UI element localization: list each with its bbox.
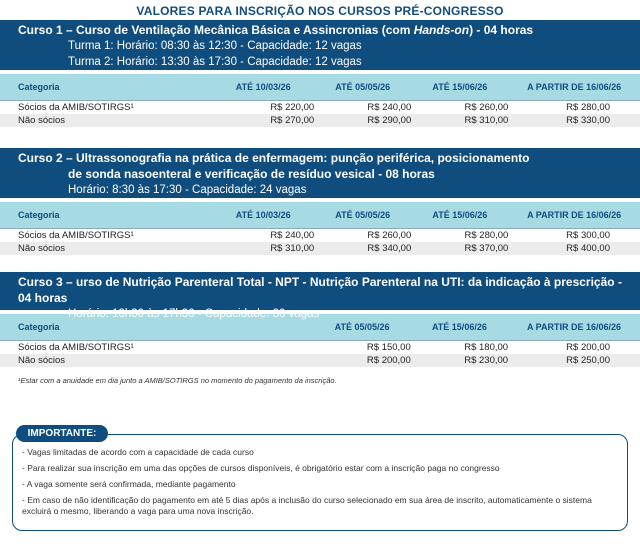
column-header: Categoria bbox=[0, 314, 213, 341]
category-cell: Não sócios bbox=[0, 242, 212, 255]
column-header: ATÉ 10/03/26 bbox=[212, 202, 314, 229]
price-cell: R$ 220,00 bbox=[212, 101, 314, 115]
course-1-class-1: Turma 1: Horário: 08:30 às 12:30 - Capacidade: 12 vagas bbox=[68, 40, 362, 52]
table-row bbox=[0, 229, 640, 243]
column-header: Categoria bbox=[0, 202, 212, 229]
column-header: ATÉ 05/05/26 bbox=[313, 314, 410, 341]
column-header: A PARTIR DE 16/06/26 bbox=[508, 202, 640, 229]
column-header: ATÉ 05/05/26 bbox=[314, 202, 411, 229]
price-cell: R$ 180,00 bbox=[411, 341, 508, 355]
page-title: VALORES PARA INSCRIÇÃO NOS CURSOS PRÉ-CONGRESSO bbox=[136, 4, 504, 18]
price-cell: R$ 230,00 bbox=[411, 354, 508, 367]
price-cell: R$ 280,00 bbox=[508, 101, 640, 115]
course-1-section bbox=[0, 20, 640, 127]
important-label: IMPORTANTE: bbox=[16, 425, 108, 442]
course-1-class-2: Turma 2: Horário: 13:30 às 17:30 - Capacidade: 12 vagas bbox=[68, 56, 362, 68]
price-cell: R$ 150,00 bbox=[313, 341, 410, 355]
price-cell: R$ 290,00 bbox=[314, 114, 411, 127]
price-cell: R$ 310,00 bbox=[411, 114, 508, 127]
table-row bbox=[0, 354, 640, 367]
table-row bbox=[0, 242, 640, 255]
price-cell: R$ 240,00 bbox=[212, 229, 314, 243]
price-cell: R$ 240,00 bbox=[314, 101, 411, 115]
list-item: - A vaga somente será confirmada, mediante pagamento bbox=[22, 479, 236, 489]
column-header: A PARTIR DE 16/06/26 bbox=[508, 74, 640, 101]
category-cell: Sócios da AMIB/SOTIRGS¹ bbox=[0, 229, 212, 243]
column-header: ATÉ 05/05/26 bbox=[314, 74, 411, 101]
footnote: ¹Estar com a anuidade em dia junto a AMIB/SOTIRGS no momento do pagamento da inscrição. bbox=[18, 376, 337, 385]
course-3-title: Curso 3 – urso de Nutrição Parenteral Total - NPT - Nutrição Parenteral na UTI: da indicação à prescrição - 04 horas bbox=[18, 275, 622, 305]
price-cell: R$ 400,00 bbox=[508, 242, 640, 255]
course-3-section bbox=[0, 272, 640, 367]
table-header-row bbox=[0, 202, 640, 229]
price-cell: R$ 370,00 bbox=[411, 242, 508, 255]
course-3-schedule: Horário: 13h30 às 17h30 - Capacidade: 30 vagas bbox=[68, 308, 320, 320]
price-cell: R$ 280,00 bbox=[411, 229, 508, 243]
category-cell: Não sócios bbox=[0, 114, 212, 127]
course-2-title-line-2: de sonda nasoenteral e verificação de resíduo vesical - 08 horas bbox=[68, 167, 435, 181]
important-list bbox=[22, 447, 620, 522]
course-1-title: Curso 1 – Curso de Ventilação Mecânica Básica e Assincronias (com Hands-on) - 04 horas bbox=[18, 23, 534, 37]
category-cell: Sócios da AMIB/SOTIRGS¹ bbox=[0, 101, 212, 115]
column-header: ATÉ 15/06/26 bbox=[411, 202, 508, 229]
price-cell: R$ 340,00 bbox=[314, 242, 411, 255]
price-cell: R$ 200,00 bbox=[313, 354, 410, 367]
price-cell: R$ 260,00 bbox=[314, 229, 411, 243]
price-cell: R$ 310,00 bbox=[212, 242, 314, 255]
table-row bbox=[0, 101, 640, 115]
list-item: - Em caso de não identificação do pagamento em até 5 dias após a inclusão do curso selecionado em sua área de inscrito, automaticamente o sistema excluirá o mesmo, liberando a vaga para uma nova inscrição. bbox=[22, 495, 592, 516]
column-header: ATÉ 15/06/26 bbox=[411, 74, 508, 101]
column-header: Categoria bbox=[0, 74, 212, 101]
price-cell bbox=[213, 341, 314, 355]
table-header-row bbox=[0, 74, 640, 101]
table-row bbox=[0, 114, 640, 127]
column-header: A PARTIR DE 16/06/26 bbox=[508, 314, 640, 341]
price-cell: R$ 260,00 bbox=[411, 101, 508, 115]
list-item: - Vagas limitadas de acordo com a capacidade de cada curso bbox=[22, 447, 254, 457]
price-cell: R$ 330,00 bbox=[508, 114, 640, 127]
price-cell: R$ 250,00 bbox=[508, 354, 640, 367]
course-2-header bbox=[0, 148, 640, 198]
price-cell bbox=[213, 354, 314, 367]
column-header: ATÉ 15/06/26 bbox=[411, 314, 508, 341]
category-cell: Sócios da AMIB/SOTIRGS¹ bbox=[0, 341, 213, 355]
list-item: - Para realizar sua inscrição em uma das opções de cursos disponíveis, é obrigatório estar com a inscrição paga no congresso bbox=[22, 463, 500, 473]
course-2-price-table bbox=[0, 202, 640, 255]
price-cell: R$ 270,00 bbox=[212, 114, 314, 127]
course-2-section bbox=[0, 148, 640, 255]
course-1-price-table bbox=[0, 74, 640, 127]
course-2-schedule: Horário: 8:30 às 17:30 - Capacidade: 24 vagas bbox=[68, 184, 307, 196]
price-cell: R$ 200,00 bbox=[508, 341, 640, 355]
category-cell: Não sócios bbox=[0, 354, 213, 367]
course-2-title-line-1: Curso 2 – Ultrassonografia na prática de enfermagem: punção periférica, posicionamento bbox=[18, 151, 530, 165]
course-1-header bbox=[0, 20, 640, 70]
column-header: ATÉ 10/03/26 bbox=[212, 74, 314, 101]
table-row bbox=[0, 341, 640, 355]
price-cell: R$ 300,00 bbox=[508, 229, 640, 243]
course-3-header bbox=[0, 272, 640, 320]
